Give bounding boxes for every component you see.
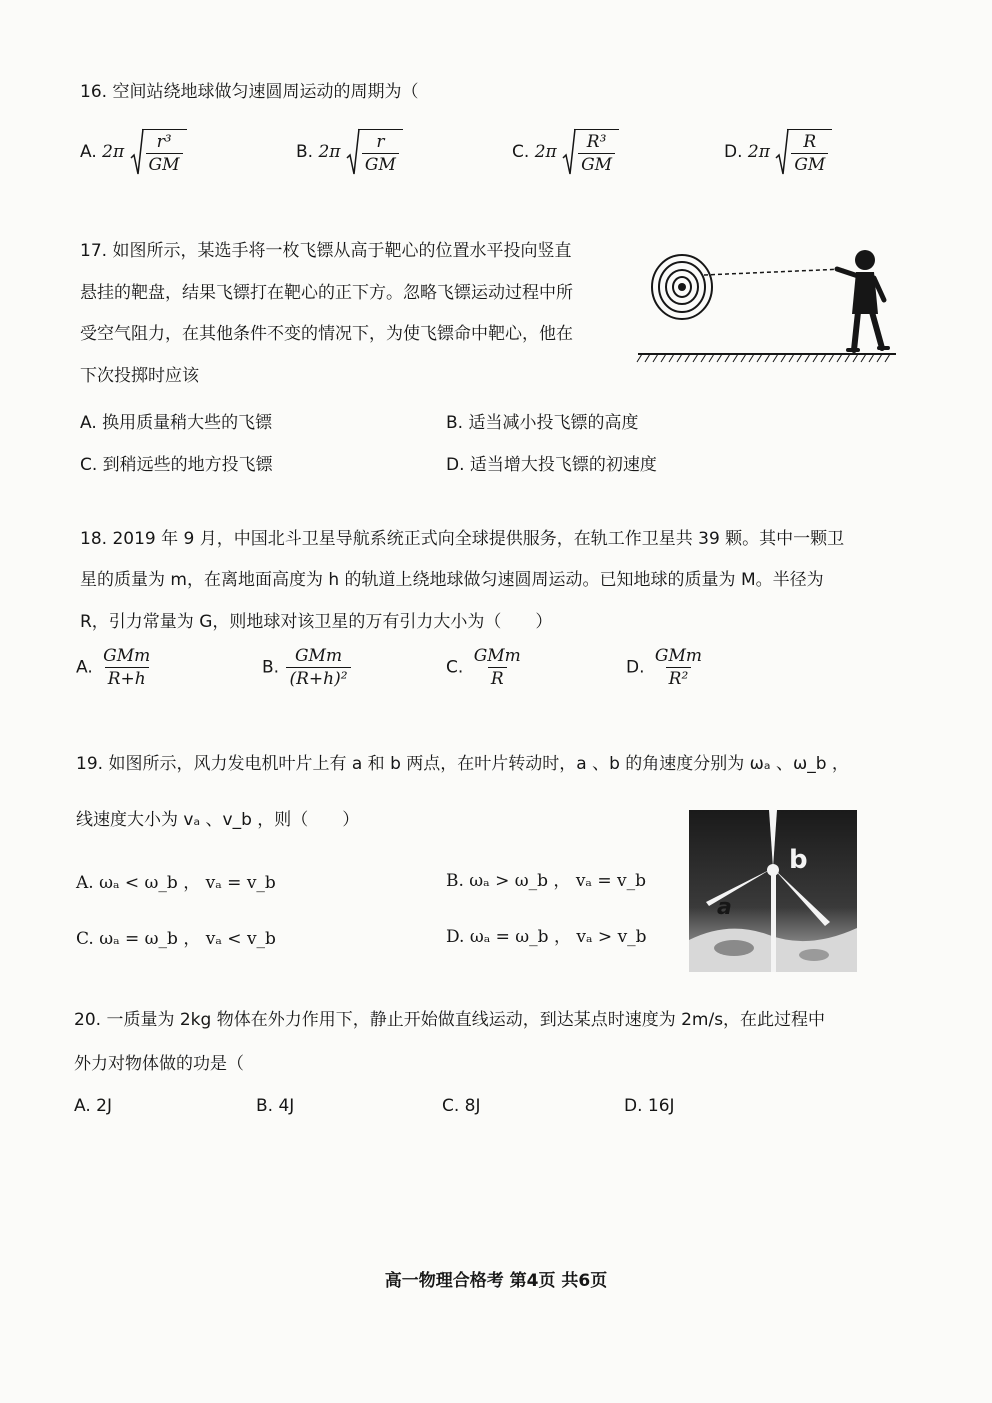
- q18-option-c: C. $\frac{\text{GMm}}{R}$: [446, 646, 521, 689]
- q17-option-c: C. 到稍远些的地方投飞镖: [80, 455, 273, 475]
- q18-option-b: B. $\frac{\text{GMm}}{\text{(R+h)²}}$: [262, 646, 353, 689]
- q16-option-b: B. 2π $\frac{r}{GM}$: [296, 128, 403, 176]
- q20-line-2: 外力对物体做的功是（: [74, 1054, 244, 1074]
- q17-option-b: B. 适当减小投飞镖的高度: [446, 413, 639, 433]
- q18-option-d: D. $\frac{\text{GMm}}{\text{R²}}$: [626, 646, 703, 689]
- dart-target-figure: [634, 242, 900, 372]
- q17-line-1: 17. 如图所示，某选手将一枚飞镖从高于靶心的位置水平投向竖直: [80, 241, 572, 261]
- q16-option-c: C. 2π $\frac{\text{R³}}{GM}$: [512, 128, 619, 176]
- thrower-person-icon: [837, 250, 888, 350]
- q19-option-d: D. ωₐ = ω_b ， vₐ > v_b: [446, 927, 647, 947]
- q17-option-d: D. 适当增大投飞镖的初速度: [446, 455, 657, 475]
- q16-stem: 16. 空间站绕地球做匀速圆周运动的周期为（: [80, 82, 419, 102]
- q16-option-a: A. 2π $\frac{\text{r³}}{GM}$: [80, 128, 187, 176]
- q19-line-1: 19. 如图所示，风力发电机叶片上有 a 和 b 两点，在叶片转动时，a 、b 的角速度分别为 ωₐ 、ω_b ，: [76, 754, 849, 774]
- q19-option-c: C. ωₐ = ω_b ， vₐ < v_b: [76, 929, 276, 949]
- q18-line-2: 星的质量为 m，在离地面高度为 h 的轨道上绕地球做匀速圆周运动。已知地球的质量为 M。半径为: [80, 570, 824, 590]
- q20-option-b: B. 4J: [256, 1096, 295, 1116]
- ground-line: [637, 354, 896, 362]
- q16-option-d: D. 2π $\frac{R}{GM}$: [724, 128, 832, 176]
- q20-option-c: C. 8J: [442, 1096, 481, 1116]
- q19-line-2: 线速度大小为 vₐ 、v_b ，则（ ）: [76, 810, 360, 830]
- q20-option-a: A. 2J: [74, 1096, 112, 1116]
- q20-line-1: 20. 一质量为 2kg 物体在外力作用下，静止开始做直线运动，到达某点时速度为 2m/s，在此过程中: [74, 1010, 826, 1030]
- point-b-label: b: [789, 845, 808, 875]
- bullseye-dot: [678, 283, 686, 291]
- q18-option-a: A. $\frac{\text{GMm}}{R+h}$: [76, 646, 151, 689]
- q18-line-3: R，引力常量为 G，则地球对该卫星的万有引力大小为（ ）: [80, 612, 553, 632]
- q19-option-b: B. ωₐ > ω_b ， vₐ = v_b: [446, 871, 647, 891]
- q20-option-d: D. 16J: [624, 1096, 675, 1116]
- dart-path-line: [704, 269, 844, 275]
- q18-line-1: 18. 2019 年 9 月，中国北斗卫星导航系统正式向全球提供服务，在轨工作卫星共 39 颗。其中一颗卫: [80, 529, 845, 549]
- q17-line-4: 下次投掷时应该: [80, 366, 199, 386]
- q19-option-a: A. ωₐ < ω_b ， vₐ = v_b: [76, 873, 276, 893]
- q17-line-3: 受空气阻力，在其他条件不变的情况下，为使飞镖命中靶心，他在: [80, 324, 573, 344]
- page-footer: 高一物理合格考 第4页 共6页: [384, 1271, 608, 1291]
- q17-option-a: A. 换用质量稍大些的飞镖: [80, 413, 273, 433]
- point-a-label: a: [717, 895, 732, 920]
- q17-line-2: 悬挂的靶盘，结果飞镖打在靶心的正下方。忽略飞镖运动过程中所: [80, 283, 573, 303]
- wind-turbine-photo: [689, 810, 857, 972]
